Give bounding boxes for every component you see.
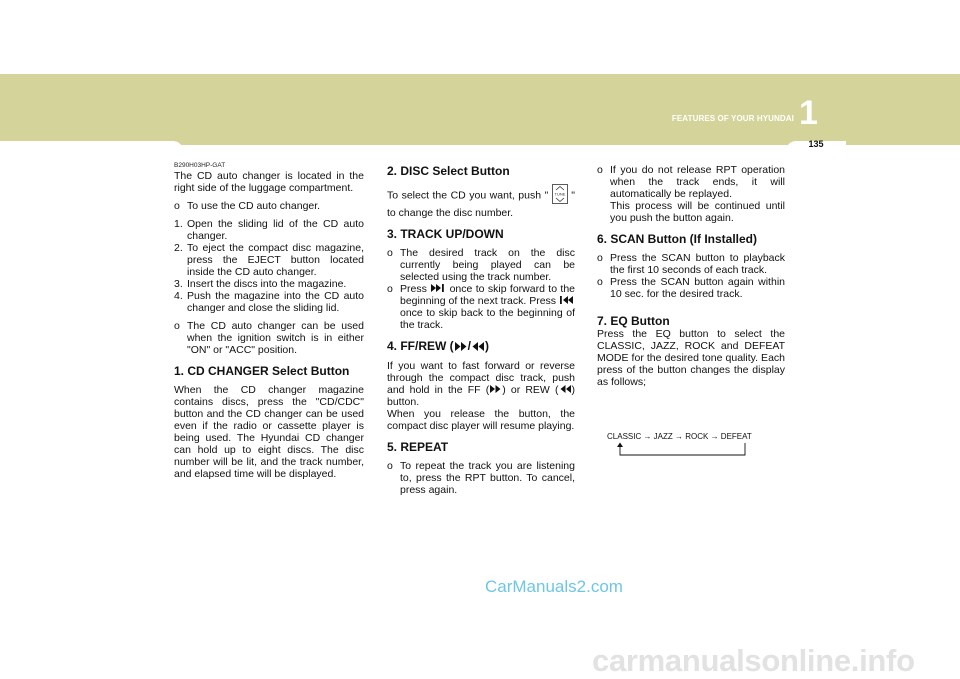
skip-back-icon xyxy=(559,295,575,307)
eq-cycle-diagram xyxy=(607,432,767,462)
heading-cd-changer: 1. CD CHANGER Select Button xyxy=(174,364,350,378)
tune-updown-icon xyxy=(552,184,568,207)
list-item: o To use the CD auto changer. xyxy=(174,200,321,212)
section-number: 1 xyxy=(799,94,818,132)
heading-scan: 6. SCAN Button (If Installed) xyxy=(597,232,757,246)
column-3 xyxy=(597,164,785,394)
fast-forward-icon xyxy=(454,340,468,354)
fast-forward-icon xyxy=(489,384,502,396)
list-item: o If you do not release RPT operation when the track ends, it will automatically be replayed. This process will be continued until you push the button again. xyxy=(597,164,785,224)
heading-disc-select: 2. DISC Select Button xyxy=(387,164,510,178)
column-2 xyxy=(387,164,575,496)
watermark-carmanuals2[interactable]: CarManuals2.com xyxy=(485,577,623,596)
step-item: 2. To eject the compact disc magazine, press the EJECT button located inside the CD auto changer. xyxy=(174,242,364,278)
list-item: o Press the SCAN button to playback the first 10 seconds of each track. xyxy=(597,252,785,276)
list-item: o Press once to skip forward to the beginning of the next track. Press once to skip back to the beginning of the track. xyxy=(387,283,575,332)
rewind-icon xyxy=(471,340,485,354)
step-item: 3. Insert the discs into the magazine. xyxy=(174,278,347,290)
return-arrow-icon xyxy=(607,442,767,458)
disc-select-paragraph: To select the CD you want, push " TUNE " to change the disc number. xyxy=(387,184,575,219)
ff-rew-paragraph: If you want to fast forward or reverse through the compact disc track, push and hold in the FF ( ) or REW ( ) button. xyxy=(387,360,575,409)
eq-paragraph: Press the EQ button to select the CLASSIC, JAZZ, ROCK and DEFEAT MODE for the desired tone quality. Each press of the button changes the display as follows; xyxy=(597,328,785,388)
rewind-icon xyxy=(559,384,572,396)
step-item: 1. Open the sliding lid of the CD auto changer. xyxy=(174,218,364,242)
band-notch-left xyxy=(0,141,183,151)
column-1 xyxy=(174,162,364,486)
skip-forward-icon xyxy=(430,283,446,295)
ff-rew-release-paragraph: When you release the button, the compact disc player will resume playing. xyxy=(387,408,575,433)
heading-repeat: 5. REPEAT xyxy=(387,440,449,455)
heading-ff-rew: 4. FF/REW ( / ) xyxy=(387,339,490,354)
eq-cycle-label: CLASSIC → JAZZ → ROCK → DEFEAT xyxy=(607,432,752,441)
list-item: o The desired track on the disc currently being played can be selected using the track number. xyxy=(387,247,575,283)
list-item: o The CD auto changer can be used when the ignition switch is in either "ON" or "ACC" position. xyxy=(174,320,364,356)
step-item: 4. Push the magazine into the CD auto changer and close the sliding lid. xyxy=(174,290,364,314)
list-item: o To repeat the track you are listening to, press the RPT button. To cancel, press again. xyxy=(387,460,575,497)
heading-eq: 7. EQ Button xyxy=(597,314,670,328)
intro-paragraph: The CD auto changer is located in the right side of the luggage compartment. xyxy=(174,170,364,194)
list-item: o Press the SCAN button again within 10 sec. for the desired track. xyxy=(597,276,785,300)
section-title: FEATURES OF YOUR HYUNDAI xyxy=(671,114,794,123)
section-code: B290H03HP-GAT xyxy=(174,162,226,169)
page-number: 135 xyxy=(808,139,824,149)
cd-changer-paragraph: When the CD changer magazine contains discs, press the "CD/CDC" button and the CD changer can be used even if the radio or cassette player is being used. The Hyundai CD changer can hold up to eight discs. The disc number will be lit, and the track number, and elapsed time will be displayed. xyxy=(174,384,364,480)
svg-text:TUNE: TUNE xyxy=(554,191,566,197)
watermark-carmanualsonline: carmanualsonline.info xyxy=(592,643,915,678)
heading-track: 3. TRACK UP/DOWN xyxy=(387,227,504,241)
